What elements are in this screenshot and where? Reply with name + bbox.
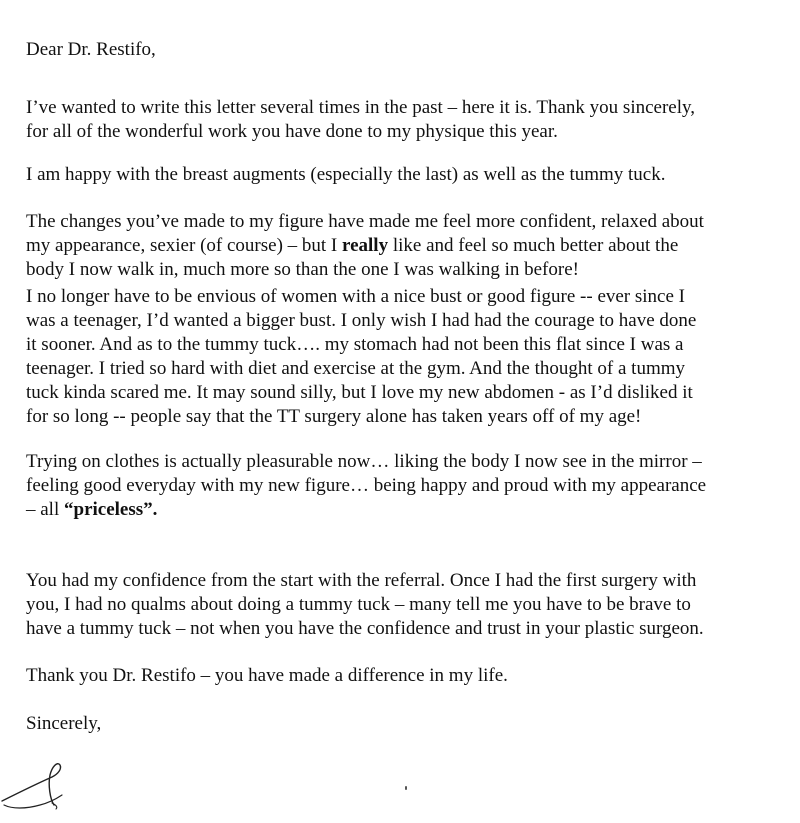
salutation: [26, 38, 156, 62]
paragraph-5: [26, 450, 706, 522]
paragraph-line: feeling good everyday with my new figure… being happy and proud with my appearance: [26, 475, 707, 496]
paragraph-4: [26, 285, 696, 429]
paragraph-line: The changes you’ve made to my figure have made me feel more confident, relaxed about: [26, 211, 704, 232]
paragraph-line: for so long -- people say that the TT surgery alone has taken years off of my age!: [26, 406, 642, 427]
closing-text: Sincerely,: [26, 713, 102, 734]
paragraph-3: [26, 210, 704, 282]
paragraph-1: [26, 96, 695, 144]
text-run: like and feel so much better about the: [388, 235, 679, 256]
closing: [26, 712, 101, 736]
paragraph-line: I am happy with the breast augments (especially the last) as well as the tummy tuck.: [26, 164, 666, 185]
paragraph-line: for all of the wonderful work you have done to my physique this year.: [26, 121, 558, 142]
salutation-text: Dear Dr. Restifo,: [26, 39, 156, 60]
paper-speck: [405, 786, 407, 790]
text-run: my appearance, sexier (of course) – but I: [26, 235, 342, 256]
paragraph-line: [26, 498, 706, 522]
paragraph-line: tuck kinda scared me. It may sound silly, but I love my new abdomen - as I’d disliked it: [26, 382, 693, 403]
paragraph-line: body I now walk in, much more so than the one I was walking in before!: [26, 259, 579, 280]
paragraph-line: have a tummy tuck – not when you have the confidence and trust in your plastic surgeon.: [26, 618, 704, 639]
emphasis-really: really: [342, 235, 389, 256]
paragraph-line: Trying on clothes is actually pleasurable now… liking the body I now see in the mirror –: [26, 451, 702, 472]
emphasis-priceless: “priceless”.: [64, 499, 158, 520]
paragraph-line: you, I had no qualms about doing a tummy tuck – many tell me you have to be brave to: [26, 594, 691, 615]
text-run: – all: [26, 499, 64, 520]
paragraph-line: teenager. I tried so hard with diet and exercise at the gym. And the thought of a tummy: [26, 358, 686, 379]
paragraph-line: You had my confidence from the start with the referral. Once I had the first surgery with: [26, 570, 697, 591]
paragraph-line: I no longer have to be envious of women with a nice bust or good figure -- ever since I: [26, 286, 685, 307]
paragraph-2: [26, 163, 666, 187]
paragraph-line: [26, 234, 704, 258]
paragraph-6: [26, 569, 704, 641]
paragraph-line: was a teenager, I’d wanted a bigger bust. I only wish I had had the courage to have done: [26, 310, 697, 331]
paragraph-line: Thank you Dr. Restifo – you have made a difference in my life.: [26, 665, 508, 686]
paragraph-line: I’ve wanted to write this letter several times in the past – here it is. Thank you sincerely,: [26, 97, 696, 118]
paragraph-line: it sooner. And as to the tummy tuck…. my stomach had not been this flat since I was a: [26, 334, 684, 355]
signature-scribble: [0, 755, 80, 815]
paragraph-7: [26, 664, 508, 688]
